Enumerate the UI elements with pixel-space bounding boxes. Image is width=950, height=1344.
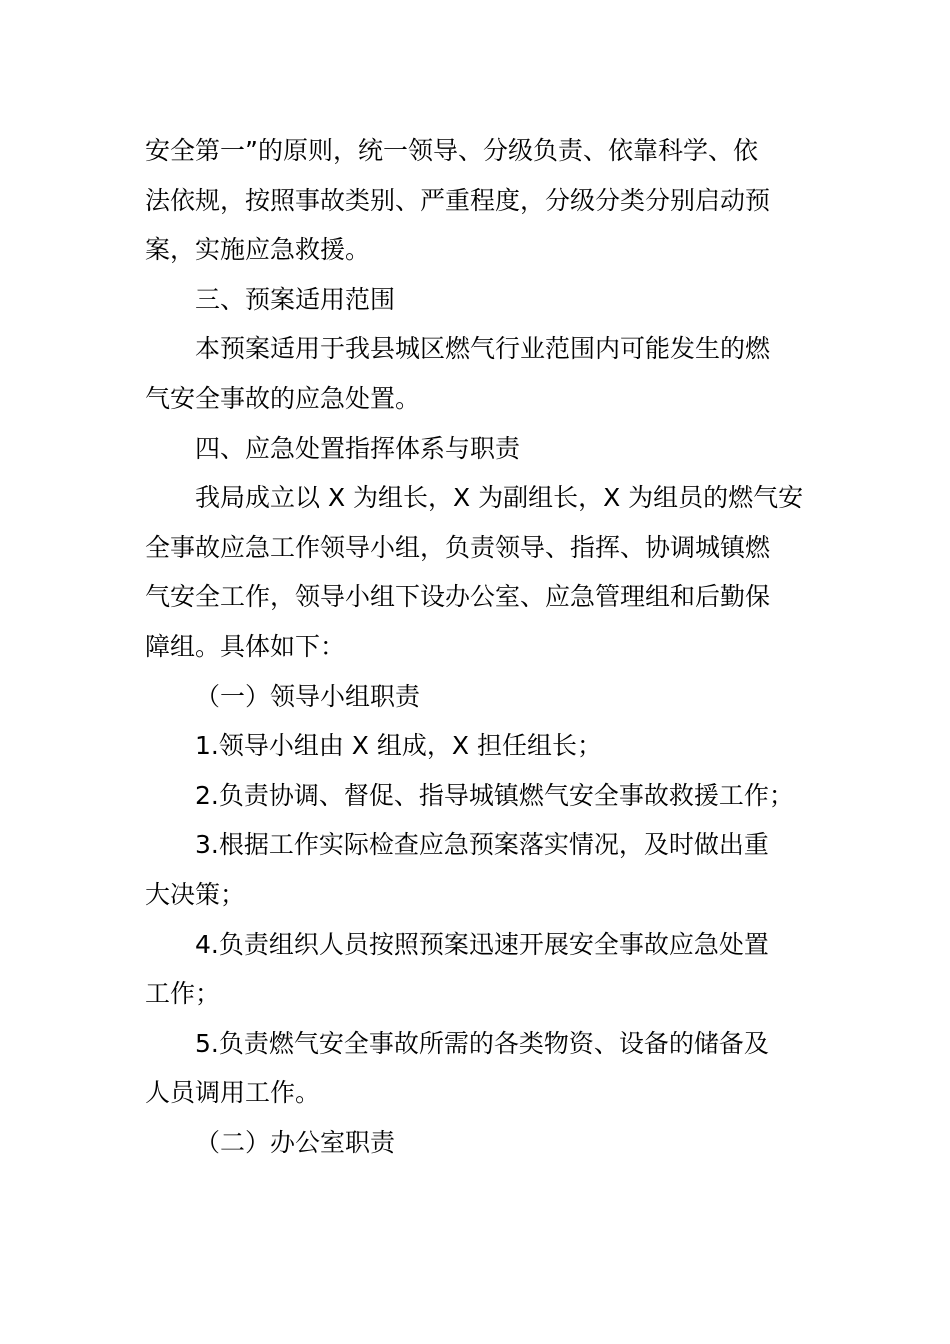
- text-line-9: 全事故应急工作领导小组，负责领导、指挥、协调城镇燃: [145, 532, 771, 562]
- list-item-3-continued: 大决策；: [145, 879, 246, 909]
- document-body: [145, 126, 815, 1167]
- text-line-1: 安全第一”的原则，统一领导、分级负责、依靠科学、依: [145, 136, 758, 165]
- text-line-11: 障组。具体如下：: [145, 631, 346, 661]
- list-item-4-continued: 工作；: [145, 979, 221, 1009]
- list-item-2: 2.负责协调、督促、指导城镇燃气安全事故救援工作；: [195, 780, 794, 810]
- section-heading-4: 四、应急处置指挥体系与职责: [195, 433, 521, 463]
- text-line-8: 我局成立以 X 为组长，X 为副组长，X 为组员的燃气安: [195, 483, 804, 513]
- list-item-3: 3.根据工作实际检查应急预案落实情况，及时做出重: [195, 830, 769, 860]
- subsection-heading-1: （一）领导小组职责: [195, 681, 421, 711]
- subsection-heading-2: （二）办公室职责: [195, 1127, 396, 1157]
- text-line-10: 气安全工作，领导小组下设办公室、应急管理组和后勤保: [145, 582, 771, 612]
- list-item-5: 5.负责燃气安全事故所需的各类物资、设备的储备及: [195, 1028, 769, 1058]
- text-line-5: 本预案适用于我县城区燃气行业范围内可能发生的燃: [195, 334, 771, 364]
- text-line-3: 案，实施应急救援。: [145, 235, 371, 265]
- list-item-5-continued: 人员调用工作。: [145, 1078, 321, 1108]
- section-heading-3: 三、预案适用范围: [195, 284, 396, 314]
- list-item-4: 4.负责组织人员按照预案迅速开展安全事故应急处置: [195, 929, 769, 959]
- list-item-1: 1.领导小组由 X 组成，X 担任组长；: [195, 731, 602, 761]
- text-line-6: 气安全事故的应急处置。: [145, 383, 421, 413]
- text-line-2: 法依规，按照事故类别、严重程度，分级分类分别启动预: [145, 185, 771, 215]
